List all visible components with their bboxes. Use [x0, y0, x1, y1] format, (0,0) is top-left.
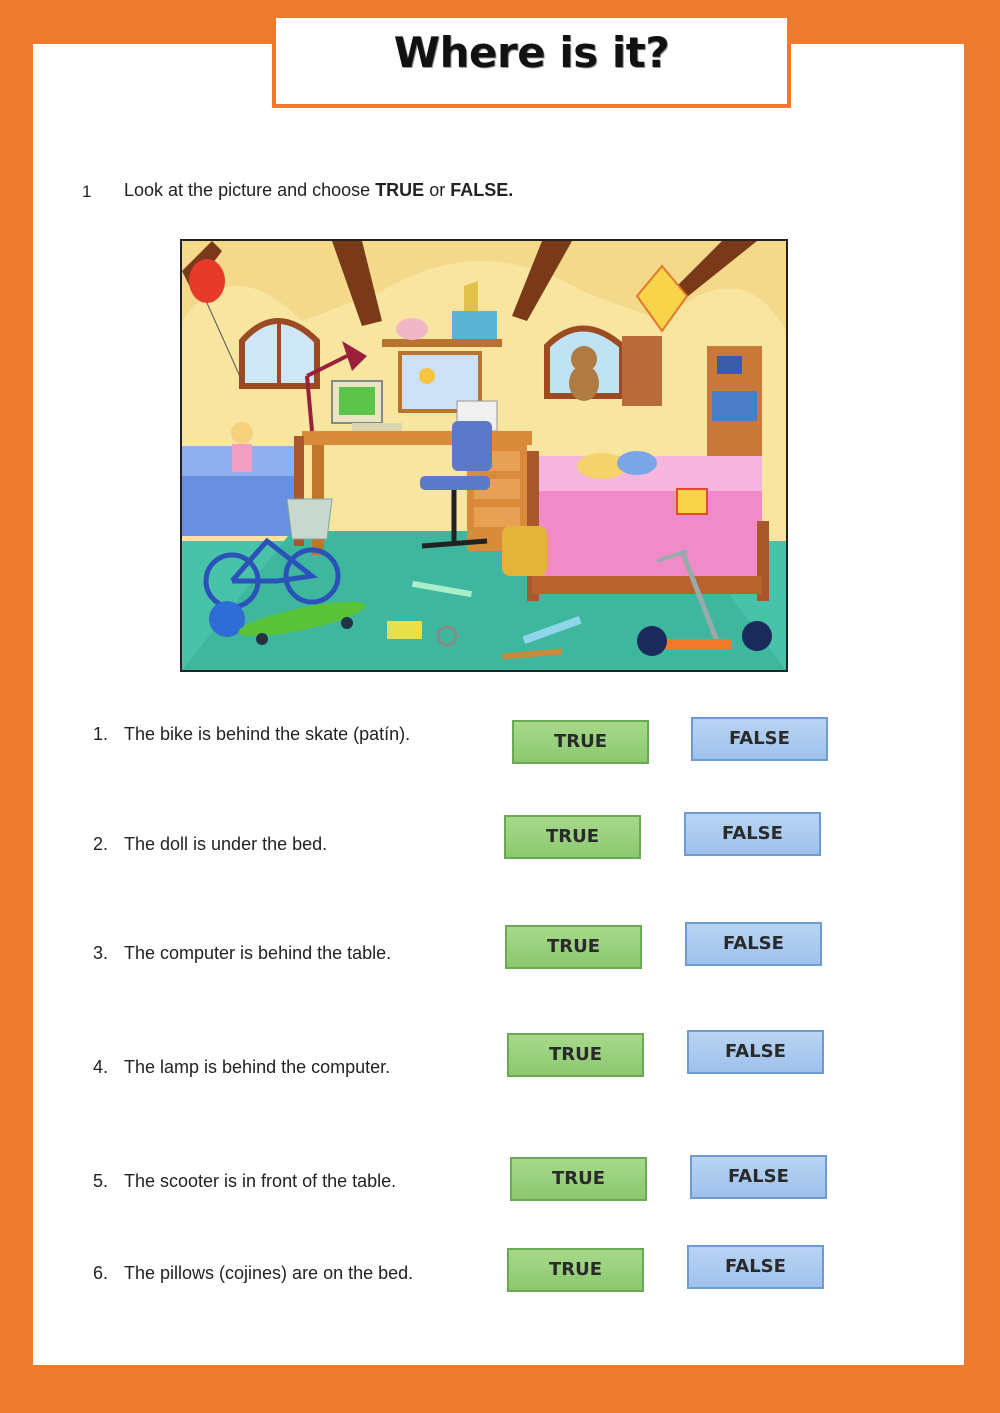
false-button[interactable]: FALSE: [685, 922, 822, 966]
true-button[interactable]: TRUE: [510, 1157, 647, 1201]
instruction-text-before: Look at the picture and choose: [124, 180, 376, 200]
instruction-false-word: FALSE.: [450, 180, 514, 200]
instruction-number: 1: [82, 182, 92, 201]
bedroom-illustration: [180, 239, 788, 672]
question-number: 5.: [93, 1171, 109, 1191]
question-number: 6.: [93, 1263, 109, 1283]
question-text: The computer is behind the table.: [124, 943, 392, 963]
question-text: The bike is behind the skate (patín).: [124, 724, 411, 744]
question-number: 2.: [93, 834, 109, 854]
true-button[interactable]: TRUE: [504, 815, 641, 859]
question-text: The doll is under the bed.: [124, 834, 328, 854]
true-button[interactable]: TRUE: [505, 925, 642, 969]
page-title: Where is it?: [393, 28, 670, 77]
question-text: The pillows (cojines) are on the bed.: [124, 1263, 414, 1283]
instruction-text-middle: or: [424, 180, 451, 200]
true-button[interactable]: TRUE: [512, 720, 649, 764]
false-button[interactable]: FALSE: [687, 1245, 824, 1289]
question-text: The scooter is in front of the table.: [124, 1171, 397, 1191]
question-number: 4.: [93, 1057, 109, 1077]
true-button[interactable]: TRUE: [507, 1248, 644, 1292]
question-number: 3.: [93, 943, 109, 963]
title-box: [272, 18, 791, 108]
instruction-text: [124, 180, 513, 201]
true-button[interactable]: TRUE: [507, 1033, 644, 1077]
question-text: The lamp is behind the computer.: [124, 1057, 391, 1077]
false-button[interactable]: FALSE: [684, 812, 821, 856]
question-number: 1.: [93, 724, 109, 744]
false-button[interactable]: FALSE: [690, 1155, 827, 1199]
false-button[interactable]: FALSE: [691, 717, 828, 761]
false-button[interactable]: FALSE: [687, 1030, 824, 1074]
instruction-true-word: TRUE: [375, 180, 425, 200]
